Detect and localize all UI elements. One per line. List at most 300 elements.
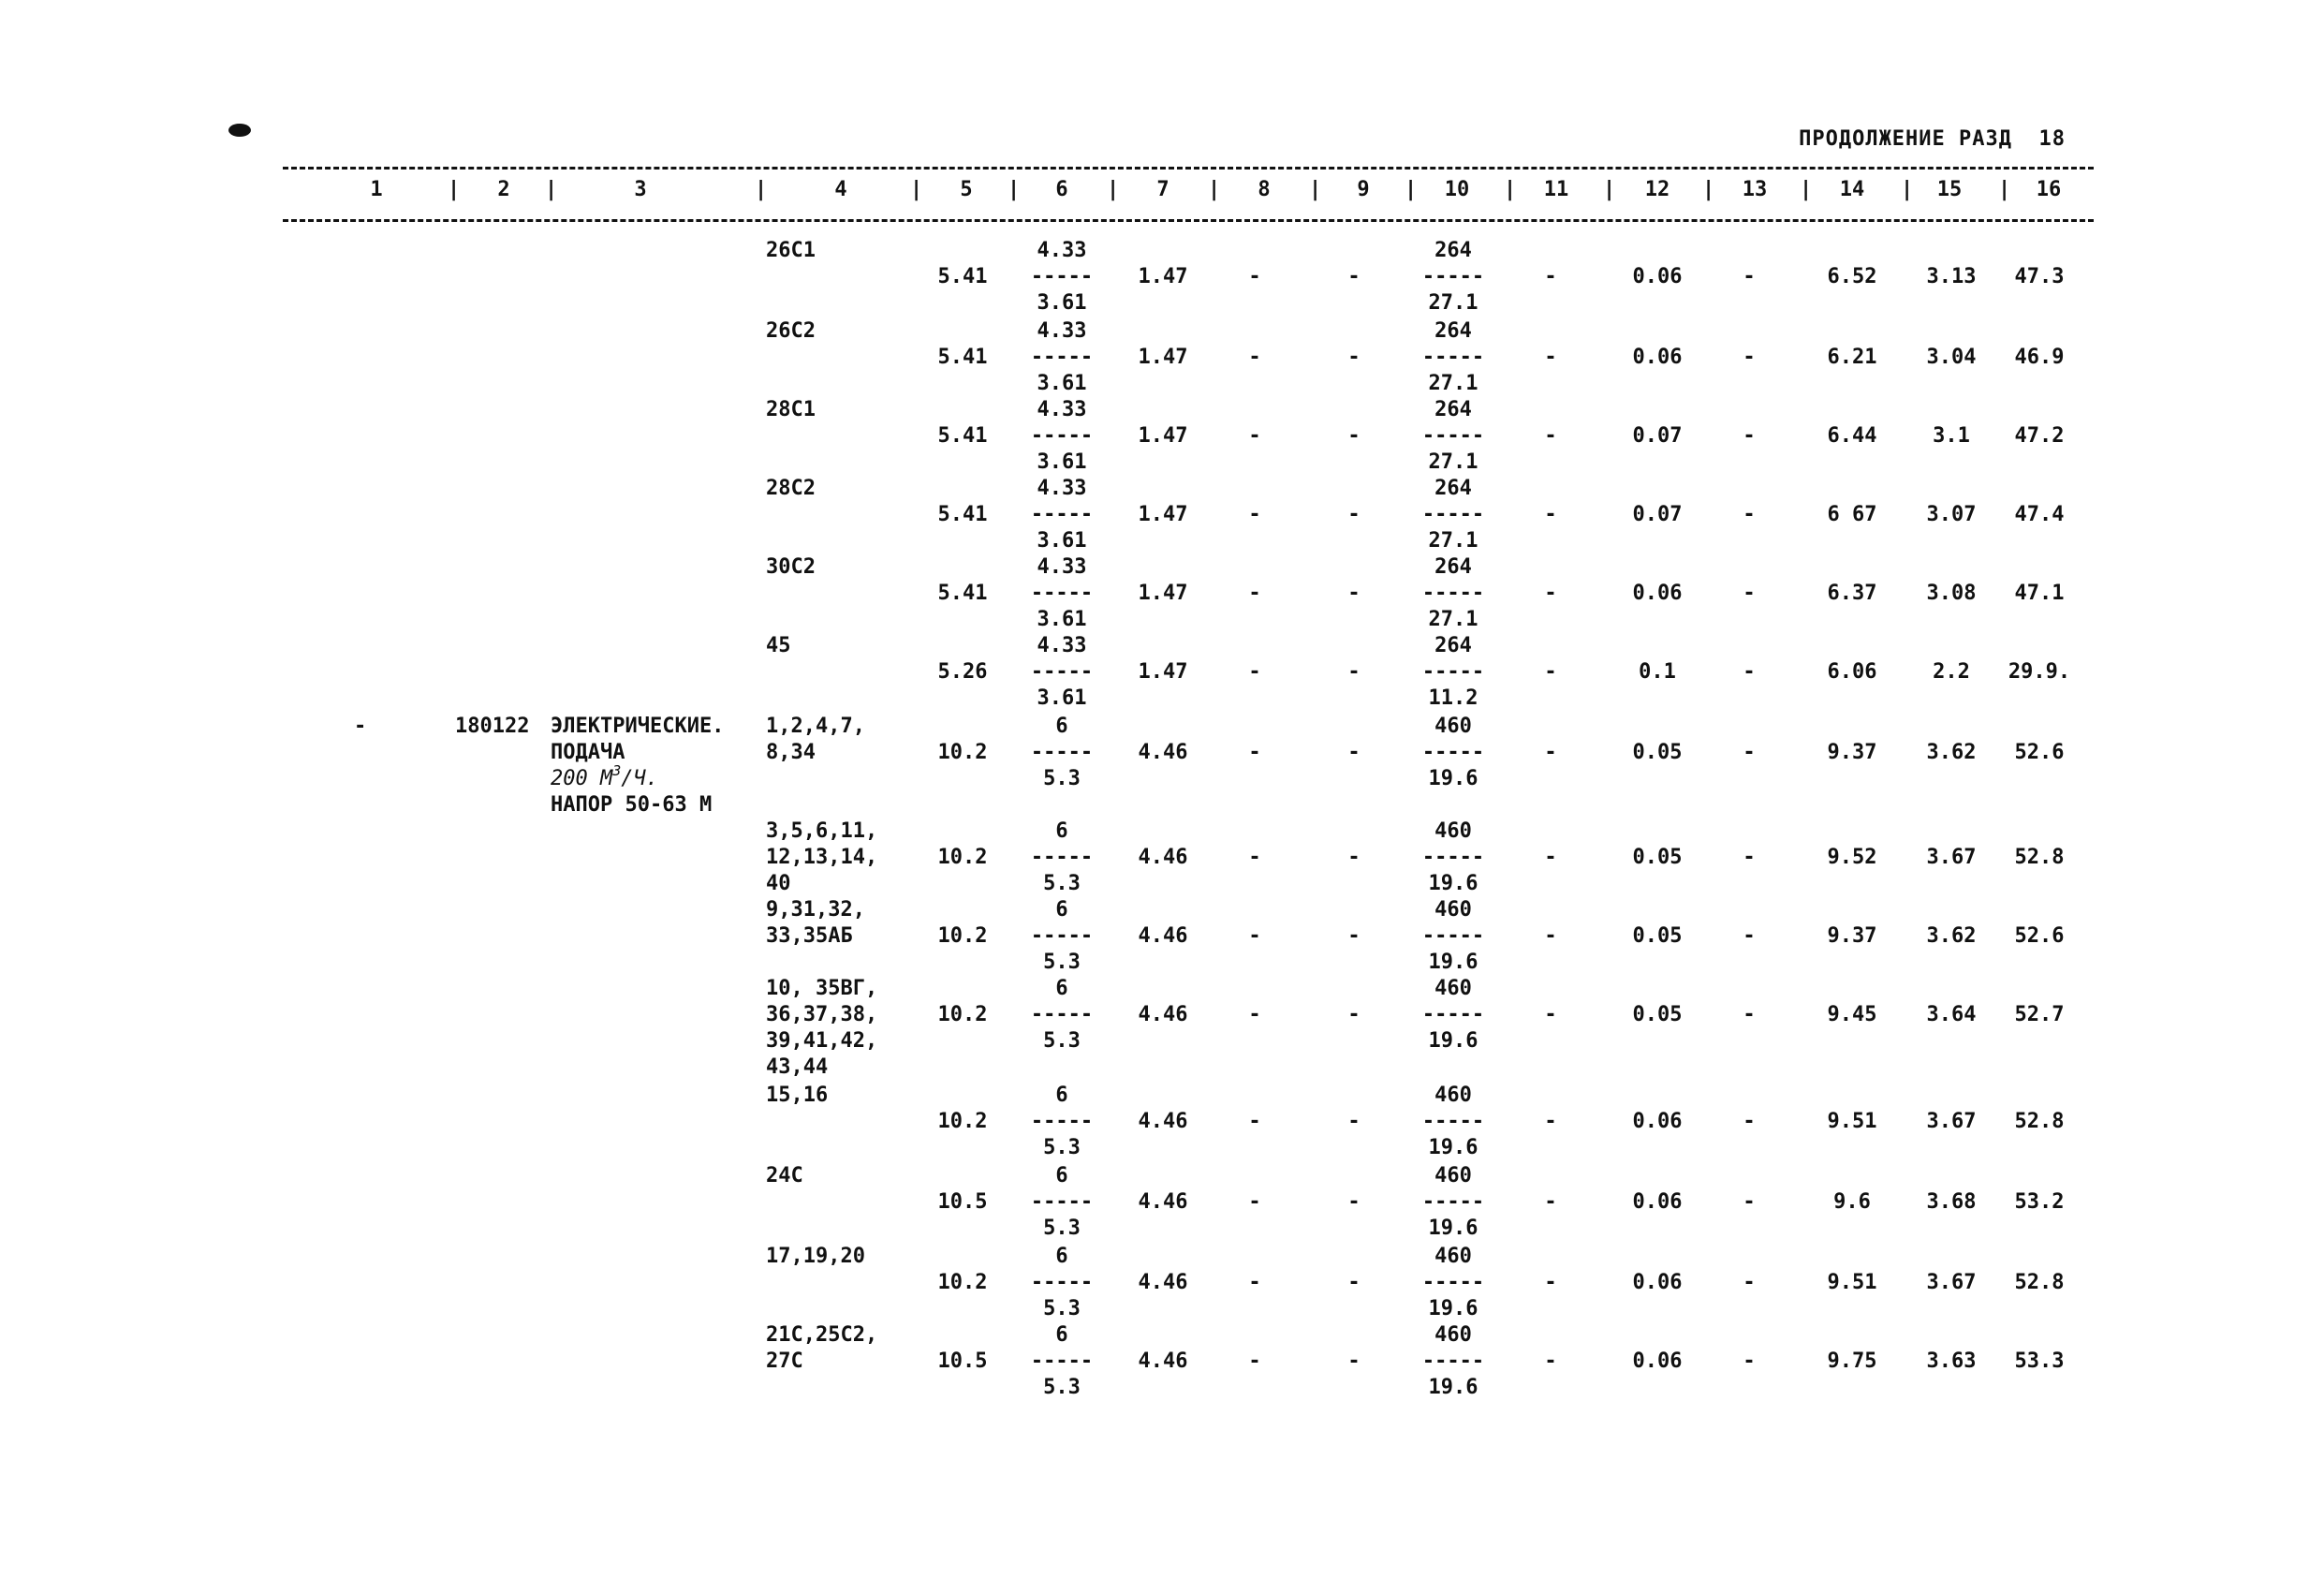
cell-col7: 4.46 — [1138, 924, 1188, 948]
cell-col4: 26С1 — [766, 239, 816, 262]
cell-col6-fraction-numerator: 4.33 — [1037, 634, 1087, 657]
cell-col10-fraction-bar: ----- — [1421, 1350, 1485, 1373]
cell-col10-fraction-bar: ----- — [1421, 846, 1485, 869]
cell-col6-fraction-denominator: 5.3 — [1043, 1217, 1081, 1240]
cell-col15: 3.67 — [1926, 1271, 1977, 1294]
cell-col6-fraction-numerator: 6 — [1055, 1245, 1068, 1268]
cell-col10-fraction-denominator: 27.1 — [1428, 291, 1478, 315]
cell-col10-fraction — [1422, 1163, 1484, 1242]
cell-col13: - — [1743, 1350, 1756, 1373]
cell-col6-fraction — [1031, 238, 1093, 317]
cell-col11: - — [1544, 424, 1557, 448]
cell-col6-fraction-bar: ----- — [1030, 660, 1094, 684]
cell-col10-fraction-numerator: 460 — [1434, 898, 1472, 922]
cell-col7: 4.46 — [1138, 1110, 1188, 1133]
cell-col7: 4.46 — [1138, 1271, 1188, 1294]
cell-col16: 47.4 — [2014, 503, 2065, 526]
cell-col6-fraction-numerator: 4.33 — [1037, 319, 1087, 343]
page-title: ПРОДОЛЖЕНИЕ РАЗД 18 — [1799, 127, 2066, 151]
cell-col12: 0.06 — [1632, 265, 1683, 288]
cell-col10-fraction-numerator: 460 — [1434, 819, 1472, 843]
cell-col6-fraction-numerator: 6 — [1055, 898, 1068, 922]
cell-col4: 24С — [766, 1164, 803, 1187]
cell-col10-fraction-bar: ----- — [1421, 1003, 1485, 1026]
column-header-11: 11 — [1543, 178, 1569, 201]
cell-col16: 52.8 — [2014, 1271, 2065, 1294]
column-header-15: 15 — [1936, 178, 1963, 201]
cell-col15: 3.62 — [1926, 924, 1977, 948]
cell-col6-fraction-denominator: 3.61 — [1037, 291, 1087, 315]
cell-col14: 9.45 — [1827, 1003, 1877, 1026]
cell-col8: - — [1248, 346, 1261, 369]
cell-col6-fraction — [1031, 819, 1093, 897]
column-header-7: 7 — [1156, 178, 1169, 201]
cell-col12: 0.1 — [1639, 660, 1676, 684]
cell-col16: 47.2 — [2014, 424, 2065, 448]
product-dash: - — [354, 715, 367, 738]
cell-col10-fraction-denominator: 19.6 — [1428, 1376, 1478, 1399]
cell-col15: 3.67 — [1926, 1110, 1977, 1133]
cell-col10-fraction-bar: ----- — [1421, 924, 1485, 948]
cell-col10-fraction-numerator: 460 — [1434, 1164, 1472, 1187]
cell-col5: 5.41 — [937, 346, 988, 369]
cell-col14: 9.51 — [1827, 1110, 1877, 1133]
cell-col11: - — [1544, 846, 1557, 869]
column-separator: | — [1603, 178, 1616, 201]
cell-col15: 3.08 — [1926, 582, 1977, 605]
column-separator: | — [1702, 178, 1715, 201]
cell-col6-fraction — [1031, 554, 1093, 633]
cell-col15: 3.07 — [1926, 503, 1977, 526]
cell-col10-fraction — [1422, 976, 1484, 1055]
cell-col14: 9.51 — [1827, 1271, 1877, 1294]
cell-col6-fraction — [1031, 318, 1093, 397]
cell-col10-fraction-bar: ----- — [1421, 265, 1485, 288]
cell-col9: - — [1347, 1350, 1361, 1373]
cell-col16: 52.6 — [2014, 924, 2065, 948]
product-code: 180122 — [455, 715, 530, 738]
column-header-3: 3 — [634, 178, 647, 201]
cell-col12: 0.07 — [1632, 503, 1683, 526]
cell-col10-fraction-bar: ----- — [1421, 1190, 1485, 1214]
cell-col11: - — [1544, 1003, 1557, 1026]
column-header-1: 1 — [370, 178, 383, 201]
column-separator: | — [1405, 178, 1418, 201]
cell-col12: 0.06 — [1632, 1110, 1683, 1133]
cell-col6-fraction-numerator: 6 — [1055, 1084, 1068, 1107]
cell-col11: - — [1544, 346, 1557, 369]
cell-col10-fraction-bar: ----- — [1421, 424, 1485, 448]
cell-col11: - — [1544, 660, 1557, 684]
cell-col4: 33,35АБ — [766, 924, 853, 948]
cell-col6-fraction-numerator: 6 — [1055, 1323, 1068, 1347]
cell-col10-fraction-denominator: 19.6 — [1428, 767, 1478, 790]
cell-col12: 0.06 — [1632, 346, 1683, 369]
cell-col6-fraction-numerator: 4.33 — [1037, 477, 1087, 500]
cell-col11: - — [1544, 1350, 1557, 1373]
cell-col11: - — [1544, 924, 1557, 948]
cell-col10-fraction-denominator: 19.6 — [1428, 951, 1478, 974]
cell-col4: 3,5,6,11, — [766, 819, 878, 843]
cell-col8: - — [1248, 1271, 1261, 1294]
cell-col6-fraction-bar: ----- — [1030, 741, 1094, 764]
column-header-16: 16 — [2036, 178, 2062, 201]
cell-col15: 3.04 — [1926, 346, 1977, 369]
cell-col13: - — [1743, 265, 1756, 288]
cell-col13: - — [1743, 660, 1756, 684]
cell-col6-fraction-bar: ----- — [1030, 424, 1094, 448]
cell-col14: 6.21 — [1827, 346, 1877, 369]
cell-col8: - — [1248, 846, 1261, 869]
cell-col15: 3.63 — [1926, 1350, 1977, 1373]
cell-col6-fraction-denominator: 5.3 — [1043, 872, 1081, 895]
cell-col10-fraction-denominator: 27.1 — [1428, 608, 1478, 631]
cell-col8: - — [1248, 582, 1261, 605]
cell-col8: - — [1248, 924, 1261, 948]
cell-col16: 47.1 — [2014, 582, 2065, 605]
cell-col9: - — [1347, 660, 1361, 684]
cell-col10-fraction — [1422, 554, 1484, 633]
cell-col6-fraction — [1031, 1244, 1093, 1322]
cell-col8: - — [1248, 424, 1261, 448]
cell-col7: 1.47 — [1138, 503, 1188, 526]
cell-col14: 6.44 — [1827, 424, 1877, 448]
header-rule — [283, 219, 2094, 222]
cell-col10-fraction-numerator: 460 — [1434, 1084, 1472, 1107]
cell-col14: 9.6 — [1833, 1190, 1871, 1214]
cell-col6-fraction-numerator: 4.33 — [1037, 239, 1087, 262]
cell-col9: - — [1347, 265, 1361, 288]
cell-col9: - — [1347, 741, 1361, 764]
cell-col12: 0.05 — [1632, 1003, 1683, 1026]
cell-col6-fraction-numerator: 6 — [1055, 1164, 1068, 1187]
cell-col10-fraction-numerator: 460 — [1434, 715, 1472, 738]
cell-col4: 15,16 — [766, 1084, 829, 1107]
cell-col10-fraction — [1422, 897, 1484, 976]
cell-col7: 4.46 — [1138, 741, 1188, 764]
cell-col9: - — [1347, 1110, 1361, 1133]
cell-col6-fraction — [1031, 1163, 1093, 1242]
cell-col8: - — [1248, 1003, 1261, 1026]
cell-col14: 9.37 — [1827, 924, 1877, 948]
cell-col15: 3.67 — [1926, 846, 1977, 869]
cell-col5: 5.41 — [937, 503, 988, 526]
cell-col16: 52.7 — [2014, 1003, 2065, 1026]
cell-col6-fraction-bar: ----- — [1030, 1350, 1094, 1373]
cell-col6-fraction-denominator: 5.3 — [1043, 767, 1081, 790]
cell-col7: 1.47 — [1138, 346, 1188, 369]
cell-col12: 0.06 — [1632, 1190, 1683, 1214]
cell-col9: - — [1347, 1271, 1361, 1294]
cell-col9: - — [1347, 1190, 1361, 1214]
cell-col14: 6.06 — [1827, 660, 1877, 684]
cell-col12: 0.05 — [1632, 846, 1683, 869]
cell-col10-fraction-bar: ----- — [1421, 1271, 1485, 1294]
cell-col8: - — [1248, 1110, 1261, 1133]
cell-col10-fraction-denominator: 19.6 — [1428, 1029, 1478, 1053]
cell-col16: 52.8 — [2014, 1110, 2065, 1133]
column-separator: | — [1309, 178, 1322, 201]
cell-col15: 3.1 — [1933, 424, 1970, 448]
column-separator: | — [1998, 178, 2011, 201]
cell-col8: - — [1248, 1350, 1261, 1373]
cell-col13: - — [1743, 1110, 1756, 1133]
cell-col6-fraction — [1031, 476, 1093, 554]
cell-col10-fraction-bar: ----- — [1421, 346, 1485, 369]
cell-col13: - — [1743, 846, 1756, 869]
column-header-4: 4 — [834, 178, 847, 201]
cell-col6-fraction-bar: ----- — [1030, 346, 1094, 369]
column-separator: | — [1107, 178, 1120, 201]
cell-col11: - — [1544, 582, 1557, 605]
cell-col6-fraction-denominator: 5.3 — [1043, 1029, 1081, 1053]
product-name-line-4: НАПОР 50-63 М — [551, 793, 713, 817]
column-header-14: 14 — [1839, 178, 1865, 201]
cell-col11: - — [1544, 741, 1557, 764]
cell-col7: 1.47 — [1138, 265, 1188, 288]
cell-col10-fraction-bar: ----- — [1421, 582, 1485, 605]
cell-col13: - — [1743, 582, 1756, 605]
cell-col12: 0.06 — [1632, 1350, 1683, 1373]
cell-col16: 53.3 — [2014, 1350, 2065, 1373]
cell-col5: 10.2 — [937, 1271, 988, 1294]
cell-col6-fraction-bar: ----- — [1030, 924, 1094, 948]
column-header-9: 9 — [1357, 178, 1370, 201]
cell-col5: 5.41 — [937, 582, 988, 605]
cell-col12: 0.06 — [1632, 582, 1683, 605]
cell-col10-fraction — [1422, 714, 1484, 792]
cell-col6-fraction-denominator: 5.3 — [1043, 1136, 1081, 1159]
cell-col15: 3.64 — [1926, 1003, 1977, 1026]
cell-col7: 1.47 — [1138, 582, 1188, 605]
cell-col14: 6.37 — [1827, 582, 1877, 605]
column-header-row — [0, 178, 2324, 206]
cell-col4: 36,37,38, — [766, 1003, 878, 1026]
cell-col13: - — [1743, 1003, 1756, 1026]
cell-col10-fraction-denominator: 27.1 — [1428, 450, 1478, 474]
cell-col4: 28С1 — [766, 398, 816, 421]
product-name-line-3: 200 $М^3/Ч$. — [551, 762, 659, 790]
cell-col6-fraction-bar: ----- — [1030, 265, 1094, 288]
column-separator: | — [448, 178, 461, 201]
cell-col6-fraction-bar: ----- — [1030, 1271, 1094, 1294]
cell-col6-fraction-denominator: 3.61 — [1037, 529, 1087, 553]
cell-col6-fraction-denominator: 5.3 — [1043, 1297, 1081, 1320]
cell-col6-fraction — [1031, 714, 1093, 792]
cell-col16: 52.6 — [2014, 741, 2065, 764]
cell-col4: 39,41,42, — [766, 1029, 878, 1053]
cell-col16: 53.2 — [2014, 1190, 2065, 1214]
cell-col8: - — [1248, 1190, 1261, 1214]
cell-col6-fraction-numerator: 6 — [1055, 819, 1068, 843]
cell-col6-fraction — [1031, 976, 1093, 1055]
cell-col4: 28С2 — [766, 477, 816, 500]
cell-col5: 10.2 — [937, 1003, 988, 1026]
cell-col10-fraction-numerator: 264 — [1434, 634, 1472, 657]
cell-col5: 5.41 — [937, 265, 988, 288]
cell-col15: 3.62 — [1926, 741, 1977, 764]
cell-col11: - — [1544, 265, 1557, 288]
cell-col10-fraction — [1422, 1322, 1484, 1401]
column-separator: | — [545, 178, 558, 201]
cell-col4: 40 — [766, 872, 791, 895]
column-header-6: 6 — [1055, 178, 1068, 201]
cell-col6-fraction-bar: ----- — [1030, 503, 1094, 526]
column-separator: | — [755, 178, 768, 201]
cell-col13: - — [1743, 741, 1756, 764]
cell-col11: - — [1544, 1110, 1557, 1133]
cell-col9: - — [1347, 846, 1361, 869]
cell-col9: - — [1347, 424, 1361, 448]
cell-col4: 17,19,20 — [766, 1245, 865, 1268]
cell-col14: 9.37 — [1827, 741, 1877, 764]
column-separator: | — [1901, 178, 1914, 201]
cell-col6-fraction-bar: ----- — [1030, 1110, 1094, 1133]
product-name-line-1: ЭЛЕКТРИЧЕСКИЕ. — [551, 715, 725, 738]
cell-col6-fraction-numerator: 6 — [1055, 715, 1068, 738]
cell-col6-fraction-bar: ----- — [1030, 846, 1094, 869]
cell-col10-fraction — [1422, 633, 1484, 712]
cell-col6-fraction-numerator: 6 — [1055, 977, 1068, 1000]
cell-col8: - — [1248, 660, 1261, 684]
cell-col12: 0.06 — [1632, 1271, 1683, 1294]
cell-col14: 6.52 — [1827, 265, 1877, 288]
cell-col13: - — [1743, 924, 1756, 948]
cell-col7: 4.46 — [1138, 1350, 1188, 1373]
cell-col6-fraction — [1031, 897, 1093, 976]
cell-col10-fraction-denominator: 19.6 — [1428, 1217, 1478, 1240]
cell-col16: 29.9. — [2008, 660, 2071, 684]
cell-col10-fraction — [1422, 318, 1484, 397]
cell-col6-fraction-bar: ----- — [1030, 1190, 1094, 1214]
cell-col10-fraction-bar: ----- — [1421, 1110, 1485, 1133]
cell-col7: 1.47 — [1138, 660, 1188, 684]
cell-col4: 43,44 — [766, 1055, 829, 1079]
cell-col7: 4.46 — [1138, 1003, 1188, 1026]
cell-col6-fraction-denominator: 5.3 — [1043, 1376, 1081, 1399]
cell-col10-fraction-bar: ----- — [1421, 503, 1485, 526]
cell-col10-fraction-denominator: 27.1 — [1428, 529, 1478, 553]
cell-col4: 9,31,32, — [766, 898, 865, 922]
cell-col4: 45 — [766, 634, 791, 657]
cell-col6-fraction — [1031, 1083, 1093, 1161]
column-header-5: 5 — [960, 178, 973, 201]
column-header-2: 2 — [497, 178, 510, 201]
cell-col4: 27С — [766, 1350, 803, 1373]
cell-col5: 10.2 — [937, 741, 988, 764]
column-separator: | — [1504, 178, 1517, 201]
cell-col5: 5.41 — [937, 424, 988, 448]
cell-col15: 3.68 — [1926, 1190, 1977, 1214]
cell-col4: 30С2 — [766, 555, 816, 579]
cell-col13: - — [1743, 503, 1756, 526]
cell-col7: 4.46 — [1138, 846, 1188, 869]
cell-col6-fraction-bar: ----- — [1030, 1003, 1094, 1026]
cell-col9: - — [1347, 503, 1361, 526]
cell-col6-fraction-denominator: 5.3 — [1043, 951, 1081, 974]
cell-col10-fraction — [1422, 819, 1484, 897]
cell-col6-fraction-denominator: 3.61 — [1037, 372, 1087, 395]
cell-col6-fraction — [1031, 1322, 1093, 1401]
cell-col10-fraction-denominator: 11.2 — [1428, 686, 1478, 710]
cell-col4: 1,2,4,7, — [766, 715, 865, 738]
cell-col4: 10, 35ВГ, — [766, 977, 878, 1000]
cell-col4: 21С,25С2, — [766, 1323, 878, 1347]
cell-col10-fraction — [1422, 397, 1484, 476]
cell-col10-fraction-denominator: 19.6 — [1428, 1297, 1478, 1320]
cell-col7: 1.47 — [1138, 424, 1188, 448]
cell-col12: 0.05 — [1632, 741, 1683, 764]
cell-col10-fraction-bar: ----- — [1421, 741, 1485, 764]
cell-col10-fraction-numerator: 460 — [1434, 1323, 1472, 1347]
cell-col4: 12,13,14, — [766, 846, 878, 869]
cell-col10-fraction-numerator: 264 — [1434, 239, 1472, 262]
cell-col5: 10.5 — [937, 1190, 988, 1214]
cell-col10-fraction-denominator: 27.1 — [1428, 372, 1478, 395]
cell-col6-fraction-denominator: 3.61 — [1037, 686, 1087, 710]
product-name-line-2: ПОДАЧА — [551, 741, 625, 764]
cell-col13: - — [1743, 1271, 1756, 1294]
cell-col10-fraction-denominator: 19.6 — [1428, 1136, 1478, 1159]
cell-col4: 8,34 — [766, 741, 816, 764]
column-header-8: 8 — [1258, 178, 1271, 201]
cell-col16: 46.9 — [2014, 346, 2065, 369]
cell-col5: 10.2 — [937, 846, 988, 869]
cell-col16: 52.8 — [2014, 846, 2065, 869]
cell-col5: 5.26 — [937, 660, 988, 684]
cell-col8: - — [1248, 265, 1261, 288]
cell-col9: - — [1347, 924, 1361, 948]
cell-col16: 47.3 — [2014, 265, 2065, 288]
cell-col10-fraction — [1422, 238, 1484, 317]
column-header-10: 10 — [1444, 178, 1470, 201]
cell-col10-fraction — [1422, 476, 1484, 554]
cell-col10-fraction-numerator: 264 — [1434, 555, 1472, 579]
cell-col10-fraction-numerator: 460 — [1434, 977, 1472, 1000]
cell-col11: - — [1544, 503, 1557, 526]
bullet-mark — [228, 124, 251, 137]
cell-col14: 9.75 — [1827, 1350, 1877, 1373]
column-separator: | — [1800, 178, 1813, 201]
cell-col10-fraction — [1422, 1083, 1484, 1161]
cell-col12: 0.05 — [1632, 924, 1683, 948]
cell-col6-fraction-numerator: 4.33 — [1037, 398, 1087, 421]
cell-col15: 2.2 — [1933, 660, 1970, 684]
cell-col10-fraction-denominator: 19.6 — [1428, 872, 1478, 895]
cell-col4: 26С2 — [766, 319, 816, 343]
cell-col5: 10.5 — [937, 1350, 988, 1373]
cell-col6-fraction — [1031, 397, 1093, 476]
column-separator: | — [1208, 178, 1221, 201]
column-header-12: 12 — [1644, 178, 1670, 201]
cell-col10-fraction — [1422, 1244, 1484, 1322]
cell-col8: - — [1248, 503, 1261, 526]
cell-col13: - — [1743, 1190, 1756, 1214]
cell-col6-fraction — [1031, 633, 1093, 712]
cell-col9: - — [1347, 582, 1361, 605]
cell-col6-fraction-numerator: 4.33 — [1037, 555, 1087, 579]
cell-col14: 9.52 — [1827, 846, 1877, 869]
cell-col5: 10.2 — [937, 924, 988, 948]
cell-col13: - — [1743, 346, 1756, 369]
cell-col12: 0.07 — [1632, 424, 1683, 448]
cell-col6-fraction-denominator: 3.61 — [1037, 608, 1087, 631]
column-header-13: 13 — [1742, 178, 1768, 201]
cell-col10-fraction-bar: ----- — [1421, 660, 1485, 684]
cell-col14: 6 67 — [1827, 503, 1877, 526]
cell-col15: 3.13 — [1926, 265, 1977, 288]
cell-col8: - — [1248, 741, 1261, 764]
